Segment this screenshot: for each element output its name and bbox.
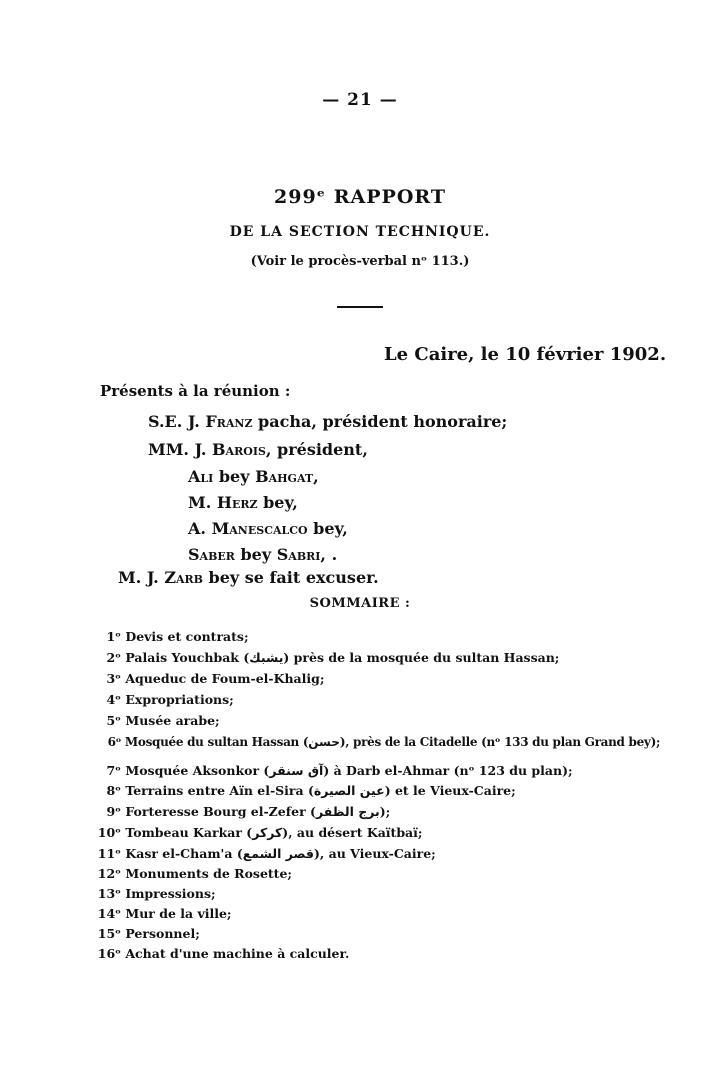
excused-prefix: M. J. bbox=[118, 568, 165, 587]
item-number: 14ᵒ bbox=[97, 906, 121, 921]
item-number: 5ᵒ bbox=[106, 713, 121, 728]
member-title: bey, bbox=[307, 519, 348, 538]
item-text-after: ) près de la mosquée du sultan Hassan; bbox=[283, 650, 560, 665]
arabic-name: عين الصيرة bbox=[313, 783, 385, 798]
item-text: Mosquée du sultan Hassan ( bbox=[124, 735, 309, 749]
member-role: pacha, président honoraire; bbox=[252, 412, 508, 431]
summary-item bbox=[96, 692, 234, 707]
item-text: Achat d'une machine à calculer. bbox=[125, 946, 350, 961]
item-text: Palais Youchbak ( bbox=[125, 650, 250, 665]
member-title: bey bbox=[213, 467, 256, 486]
member-punct: , bbox=[313, 467, 319, 486]
item-text: Musée arabe; bbox=[125, 713, 220, 728]
excused-text: bey se fait excuser. bbox=[202, 568, 379, 587]
item-number: 7ᵒ bbox=[106, 763, 121, 778]
summary-item bbox=[96, 906, 232, 921]
item-number: 6ᵒ bbox=[107, 735, 121, 749]
summary-item bbox=[96, 866, 292, 881]
report-title: 299ᵉ RAPPORT bbox=[274, 186, 446, 208]
item-number: 2ᵒ bbox=[106, 650, 121, 665]
item-text-after: ), au désert Kaïtbaï; bbox=[282, 825, 423, 840]
item-text-after: ), au Vieux-Caire; bbox=[314, 846, 436, 861]
report-subtitle: DE LA SECTION TECHNIQUE. bbox=[229, 224, 491, 240]
member-line bbox=[148, 412, 507, 431]
member-name: Ali bbox=[188, 467, 214, 486]
item-text-after: ), près de la Citadelle (nᵒ 133 du plan Grand bey); bbox=[339, 735, 661, 749]
member-role: , président, bbox=[265, 440, 368, 459]
item-text: Expropriations; bbox=[125, 692, 234, 707]
member-line bbox=[188, 493, 298, 512]
member-name: Franz bbox=[205, 412, 253, 431]
summary-item bbox=[96, 713, 220, 728]
summary-item bbox=[96, 846, 436, 861]
item-text: Forteresse Bourg el-Zefer ( bbox=[125, 804, 316, 819]
divider-rule bbox=[337, 306, 383, 308]
member-line bbox=[188, 545, 337, 564]
item-number: 15ᵒ bbox=[97, 926, 121, 941]
member-prefix: MM. J. bbox=[148, 440, 213, 459]
excused-line bbox=[118, 568, 379, 587]
item-text: Terrains entre Aïn el-Sira ( bbox=[125, 783, 314, 798]
member-surname: Bahgat bbox=[255, 467, 314, 486]
page-number: — 21 — bbox=[322, 90, 398, 110]
member-line bbox=[188, 519, 348, 538]
summary-item bbox=[96, 650, 559, 665]
dateline: Le Caire, le 10 février 1902. bbox=[384, 344, 667, 365]
summary-item bbox=[96, 825, 423, 840]
member-prefix: A. bbox=[188, 519, 212, 538]
item-text: Aqueduc de Foum-el-Khalig; bbox=[125, 671, 325, 686]
proces-verbal-reference: (Voir le procès-verbal nᵒ 113.) bbox=[250, 254, 470, 269]
arabic-name: يشبك bbox=[249, 650, 284, 665]
member-name: Manescalco bbox=[211, 519, 308, 538]
member-prefix: S.E. J. bbox=[148, 412, 206, 431]
item-number: 16ᵒ bbox=[97, 946, 121, 961]
arabic-name: حسن bbox=[308, 735, 340, 749]
item-text: Kasr el-Cham'a ( bbox=[125, 846, 243, 861]
item-text-after: ); bbox=[379, 804, 391, 819]
item-number: 9ᵒ bbox=[106, 804, 121, 819]
item-text: Impressions; bbox=[125, 886, 216, 901]
item-number: 8ᵒ bbox=[106, 783, 121, 798]
summary-item bbox=[96, 763, 573, 778]
member-title: bey bbox=[234, 545, 277, 564]
arabic-name: كركر bbox=[252, 825, 283, 840]
summary-item bbox=[96, 926, 200, 941]
item-text: Tombeau Karkar ( bbox=[125, 825, 253, 840]
member-surname: Sabri bbox=[276, 545, 321, 564]
item-text: Mur de la ville; bbox=[125, 906, 232, 921]
member-prefix: M. bbox=[188, 493, 217, 512]
member-line bbox=[188, 467, 319, 486]
summary-item bbox=[96, 783, 516, 798]
summary-item bbox=[96, 671, 325, 686]
item-text: Monuments de Rosette; bbox=[125, 866, 293, 881]
item-text: Devis et contrats; bbox=[125, 629, 249, 644]
summary-item bbox=[96, 629, 249, 644]
summary-item bbox=[96, 946, 349, 961]
member-name: Barois bbox=[212, 440, 266, 459]
member-punct: , . bbox=[320, 545, 338, 564]
item-text-after: ) à Darb el-Ahmar (nᵒ 123 du plan); bbox=[323, 763, 573, 778]
member-name: Saber bbox=[188, 545, 235, 564]
item-number: 1ᵒ bbox=[106, 629, 121, 644]
arabic-name: قصر الشمع bbox=[242, 846, 314, 861]
item-number: 12ᵒ bbox=[97, 866, 121, 881]
arabic-name: برج الظفر bbox=[315, 804, 380, 819]
member-title: bey, bbox=[257, 493, 298, 512]
item-number: 10ᵒ bbox=[97, 825, 121, 840]
member-line bbox=[148, 440, 368, 459]
presents-label: Présents à la réunion : bbox=[100, 382, 291, 400]
sommaire-heading: SOMMAIRE : bbox=[309, 596, 411, 611]
summary-item bbox=[96, 886, 216, 901]
item-text-after: ) et le Vieux-Caire; bbox=[384, 783, 516, 798]
arabic-name: آق سنقر bbox=[269, 763, 324, 778]
item-number: 3ᵒ bbox=[106, 671, 121, 686]
summary-item bbox=[96, 735, 660, 749]
member-name: Herz bbox=[216, 493, 258, 512]
item-number: 11ᵒ bbox=[97, 846, 121, 861]
item-number: 13ᵒ bbox=[97, 886, 121, 901]
item-text: Mosquée Aksonkor ( bbox=[125, 763, 270, 778]
item-number: 4ᵒ bbox=[106, 692, 121, 707]
summary-item bbox=[96, 804, 390, 819]
excused-name: Zarb bbox=[164, 568, 203, 587]
item-text: Personnel; bbox=[125, 926, 200, 941]
